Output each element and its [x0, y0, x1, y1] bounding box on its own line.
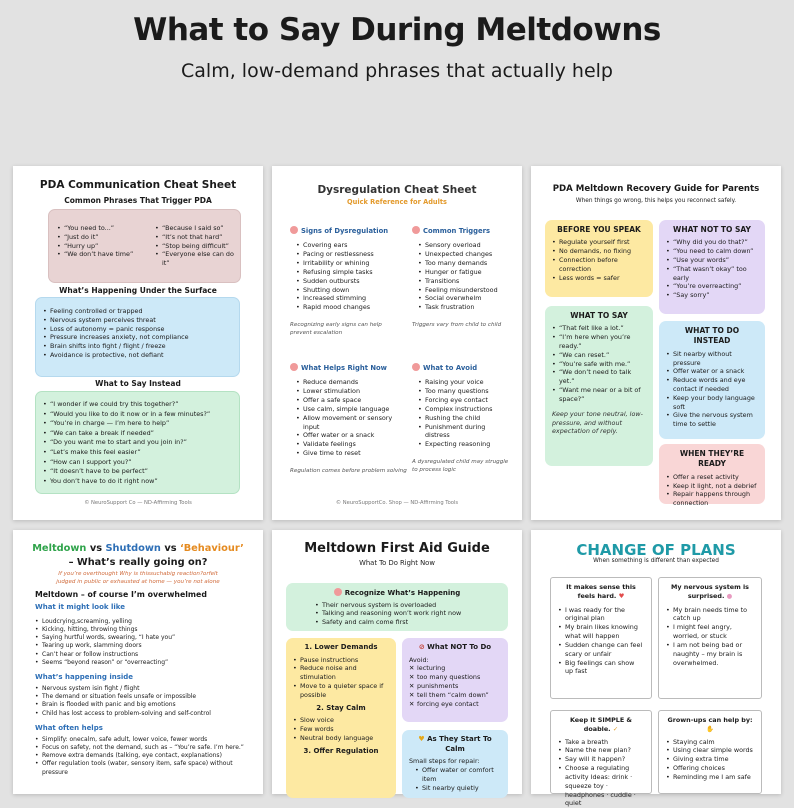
- list-item: • “You need to...”: [57, 224, 147, 233]
- card3-do-list: [666, 350, 758, 429]
- list-item: • “Hurry up”: [57, 242, 147, 251]
- list-item: • Nervous system isin fight / flight: [35, 685, 255, 693]
- list-item: • Too many demands: [418, 259, 512, 268]
- card3-say-list: [552, 324, 646, 403]
- card-first-aid: [272, 530, 522, 794]
- list-item: • Increased stimming: [296, 294, 405, 303]
- list-item: • Repair happens through connection: [666, 490, 758, 508]
- list-item: • “Because I said so”: [155, 224, 243, 233]
- list-item: • Rushing the child: [418, 414, 512, 423]
- card6-sense-list: [558, 606, 644, 677]
- card4-note2: judged in public or exhausted at home — you’re not alone: [56, 579, 220, 585]
- list-item: • Give time to reset: [296, 449, 408, 458]
- card2-triggers-note: Triggers vary from child to child: [412, 322, 502, 328]
- list-item: • Keep it light, not a debrief: [666, 482, 758, 491]
- card3-before-title: BEFORE YOU SPEAK: [557, 225, 641, 234]
- card1-triggers-right: [155, 224, 243, 268]
- list-item: • Give the nervous system time to settle: [666, 411, 758, 429]
- list-item: • “Would you like to do it now or in a few minutes?”: [43, 410, 232, 420]
- list-item: • Feeling controlled or trapped: [43, 307, 232, 316]
- list-item: • Say will it happen?: [558, 755, 644, 764]
- list-item: • Choose a regulating activity Ideas: drink · squeeze toy · headphones · cuddle · quiet: [558, 764, 644, 808]
- list-item: • Few words: [293, 725, 389, 734]
- list-item: • Offer water or comfort item: [415, 766, 501, 784]
- list-item: • “That felt like a lot.”: [552, 324, 646, 333]
- list-item: • Connection before correction: [552, 256, 646, 274]
- list-item: ✕ tell them “calm down”: [409, 691, 501, 700]
- card4-inside-title: What’s happening inside: [35, 673, 134, 682]
- list-item: • “We don’t need to talk yet.”: [552, 368, 646, 386]
- list-item: • Seems “beyond reason” or “overreacting”: [35, 659, 255, 667]
- card2-avoid-list: [412, 378, 512, 449]
- list-item: • Sit nearby quietly: [415, 784, 501, 793]
- hand-icon: ✋: [706, 724, 714, 733]
- card4-title-line2: – What’s really going on?: [68, 557, 208, 568]
- list-item: • “Use your words”: [666, 256, 758, 265]
- card3-ready-box: [659, 444, 765, 508]
- list-item: • “Just do it”: [57, 233, 147, 242]
- list-item: • Using clear simple words: [666, 746, 754, 755]
- card6-simple-box: [550, 710, 652, 808]
- list-item: • “It doesn’t have to be perfect”: [43, 467, 232, 477]
- list-item: • Shutting down: [296, 286, 405, 295]
- list-item: • “Say sorry”: [666, 291, 758, 300]
- card2-signs-block: [290, 226, 405, 337]
- card4-title-line1: [13, 542, 263, 556]
- list-item: ✕ forcing eye contact: [409, 700, 501, 709]
- list-item: • Reduce demands: [296, 378, 408, 387]
- brain-icon: [334, 588, 342, 596]
- card6-grown-title: Grown-ups can help by:: [667, 716, 753, 724]
- list-item: • Offer water or a snack: [296, 431, 408, 440]
- list-item: • “Stop being difficult”: [155, 242, 243, 251]
- card1-section1-heading: Common Phrases That Trigger PDA: [64, 196, 212, 205]
- card5-title: Meltdown First Aid Guide: [304, 541, 490, 556]
- list-item: • Use calm, simple language: [296, 405, 408, 414]
- card2-signs-list: [290, 241, 405, 312]
- list-item: • The demand or situation feels unsafe or impossible: [35, 693, 255, 701]
- card-change-of-plans: [531, 530, 781, 808]
- heart-icon: ♥: [618, 591, 625, 600]
- card-pda-communication: [13, 166, 263, 520]
- card5-subtitle: What To Do Right Now: [359, 559, 435, 567]
- list-item: • Offering choices: [666, 764, 754, 773]
- list-item: • Offer a safe space: [296, 396, 408, 405]
- card5-start-box: [402, 730, 508, 798]
- list-item: • Rapid mood changes: [296, 303, 405, 312]
- card-recovery-guide: [531, 166, 781, 520]
- list-item: • No demands, no fixing: [552, 247, 646, 256]
- card1-footer: © NeuroSupport Co — ND-Affirming Tools: [84, 500, 192, 506]
- brain-icon: ●: [726, 591, 733, 600]
- brain-icon: [412, 226, 420, 234]
- brain-icon: [412, 363, 420, 371]
- list-item: • “It’s not that hard”: [155, 233, 243, 242]
- list-item: • Sudden outbursts: [296, 277, 405, 286]
- list-item: • Raising your voice: [418, 378, 512, 387]
- list-item: • Refusing simple tasks: [296, 268, 405, 277]
- card3-before-box: [545, 220, 653, 297]
- list-item: • “We can reset.”: [552, 351, 646, 360]
- card1-instead-list: [43, 400, 232, 486]
- list-item: • Loudcrying,screaming, yelling: [35, 618, 255, 626]
- list-item: • Remove extra demands (talking, eye contact, explanations): [35, 752, 255, 760]
- card3-not-title: WHAT NOT TO SAY: [673, 225, 751, 234]
- list-item: • Kicking, hitting, throwing things: [35, 626, 255, 634]
- no-icon: ⊘: [418, 643, 428, 651]
- list-item: ✕ punishments: [409, 682, 501, 691]
- list-item: • Pacing or restlessness: [296, 250, 405, 259]
- card2-helps-title: What Helps Right Now: [301, 364, 387, 372]
- card3-say-box: [545, 306, 653, 466]
- card1-surface-box: [35, 297, 240, 377]
- card6-subtitle: When something is different than expected: [593, 558, 719, 564]
- card3-not-list: [666, 238, 758, 300]
- card4-look-title: What it might look like: [35, 603, 125, 611]
- list-item: • “You’re in charge — I’m here to help”: [43, 419, 232, 429]
- list-item: • “You’re safe with me.”: [552, 360, 646, 369]
- list-item: • Brain is flooded with panic and big emotions: [35, 701, 255, 709]
- card1-triggers-left: [57, 224, 147, 259]
- list-item: • “That wasn’t okay” too early: [666, 265, 758, 283]
- list-item: • Sensory overload: [418, 241, 512, 250]
- card4-helps-list: [35, 736, 255, 777]
- card6-simple-title: Keep it SIMPLE & doable.: [569, 716, 633, 733]
- card5-avoid-label: Avoid:: [409, 655, 429, 664]
- list-item: • Reduce words and eye contact if needed: [666, 376, 758, 394]
- card-meltdown-vs-shutdown: [13, 530, 263, 794]
- list-item: • Punishment during distress: [418, 423, 512, 441]
- list-item: • Avoidance is protective, not defiant: [43, 351, 232, 360]
- list-item: • Reduce noise and stimulation: [293, 664, 389, 682]
- list-item: • Validate feelings: [296, 440, 408, 449]
- card5-recognize-title: Recognize What’s Happening: [344, 589, 461, 597]
- thumbs-up-icon: ✓: [612, 724, 619, 733]
- list-item: • Lower stimulation: [296, 387, 408, 396]
- list-item: • Child has lost access to problem-solving and self-control: [35, 710, 255, 718]
- list-item: • Reminding me I am safe: [666, 773, 754, 782]
- list-item: • Nervous system perceives threat: [43, 316, 232, 325]
- card4-title-vs2: vs: [160, 543, 180, 554]
- card3-title: PDA Meltdown Recovery Guide for Parents: [552, 184, 760, 194]
- list-item: • Irritability or whining: [296, 259, 405, 268]
- list-item: ✕ too many questions: [409, 673, 501, 682]
- list-item: • Social overwhelm: [418, 294, 512, 303]
- card5-calm-title: 2. Stay Calm: [316, 703, 366, 712]
- card-dysregulation: [272, 166, 522, 520]
- card1-instead-box: [35, 391, 240, 494]
- list-item: • Big feelings can show up fast: [558, 659, 644, 677]
- page-title: What to Say During Meltdowns: [133, 12, 661, 48]
- list-item: • “Do you want me to start and you join in?”: [43, 438, 232, 448]
- card4-title-behaviour: ‘Behaviour’: [179, 543, 244, 554]
- list-item: • Simplify: onecalm, safe adult, lower voice, fewer words: [35, 736, 255, 744]
- list-item: • Brain shifts into fight / flight / freeze: [43, 342, 232, 351]
- list-item: • “Want me near or a bit of space?”: [552, 386, 646, 404]
- list-item: • Their nervous system is overloaded: [315, 601, 501, 610]
- list-item: • “Everyone else can do it”: [155, 250, 243, 268]
- list-item: • Saying hurtful words, swearing, “I hate you”: [35, 634, 255, 642]
- list-item: • “Why did you do that?”: [666, 238, 758, 247]
- brain-icon: [290, 363, 298, 371]
- heart-icon: ♥: [418, 735, 428, 743]
- card2-signs-title: Signs of Dysregulation: [301, 227, 389, 235]
- list-item: • I might feel angry, worried, or stuck: [666, 623, 754, 641]
- list-item: • Giving extra time: [666, 755, 754, 764]
- card3-say-title: WHAT TO SAY: [570, 311, 628, 320]
- card6-nervous-box: [658, 577, 762, 699]
- list-item: • Can’t hear or follow instructions: [35, 651, 255, 659]
- list-item: • My brain likes knowing what will happen: [558, 623, 644, 641]
- card2-avoid-block: [412, 363, 512, 474]
- card2-footer: © NeuroSupportCo. Shop — ND-Affirming Tools: [335, 500, 459, 506]
- list-item: • Keep your body language soft: [666, 394, 758, 412]
- list-item: • Loss of autonomy = panic response: [43, 325, 232, 334]
- list-item: • Feeling misunderstood: [418, 286, 512, 295]
- card6-sense-title: It makes sense this feels hard.: [566, 583, 636, 600]
- card1-section2-heading: What’s Happening Under the Surface: [59, 286, 217, 295]
- list-item: ✕ lecturing: [409, 664, 501, 673]
- list-item: • You don’t have to do it right now”: [43, 477, 232, 487]
- card3-do-title: WHAT TO DO INSTEAD: [684, 326, 740, 346]
- card3-subtitle: When things go wrong, this helps you reconnect safely.: [575, 198, 737, 204]
- list-item: • “You’re overreacting”: [666, 282, 758, 291]
- card6-nervous-title: My nervous system is surprised.: [671, 583, 749, 600]
- list-item: • Staying calm: [666, 738, 754, 747]
- card3-not-box: [659, 220, 765, 314]
- list-item: • Regulate yourself first: [552, 238, 646, 247]
- card2-subtitle: Quick Reference for Adults: [347, 198, 447, 206]
- card1-section3-heading: What to Say Instead: [95, 379, 181, 388]
- list-item: • Tearing up work, slamming doors: [35, 642, 255, 650]
- card3-do-box: [659, 321, 765, 439]
- list-item: • Covering ears: [296, 241, 405, 250]
- card3-say-note: Keep your tone neutral, low-pressure, and without expectation of reply.: [552, 409, 643, 436]
- list-item: • My brain needs time to catch up: [666, 606, 754, 624]
- card4-title-vs1: vs: [86, 543, 106, 554]
- list-item: • Pressure increases anxiety, not compliance: [43, 333, 232, 342]
- card4-look-list: [35, 618, 255, 668]
- card3-ready-list: [666, 473, 758, 508]
- card5-start-intro: Small steps for repair:: [409, 757, 480, 766]
- card2-title: Dysregulation Cheat Sheet: [317, 184, 477, 196]
- card5-recognize-box: [286, 583, 508, 631]
- card6-simple-list: [558, 738, 644, 808]
- list-item: • Safety and calm come first: [315, 618, 501, 627]
- list-item: • “You need to calm down”: [666, 247, 758, 256]
- list-item: • Pause instructions: [293, 656, 389, 665]
- list-item: • Task frustration: [418, 303, 512, 312]
- list-item: • I was ready for the original plan: [558, 606, 644, 624]
- card4-note1: If you’re overthought Why is thissuchabig reaction?orfelt: [58, 571, 218, 577]
- list-item: • Offer water or a snack: [666, 367, 758, 376]
- card6-grown-box: [658, 710, 762, 794]
- card2-avoid-note: A dysregulated child may struggle to process logic: [412, 459, 509, 473]
- list-item: • “We can take a break if needed”: [43, 429, 232, 439]
- card2-helps-block: [290, 363, 408, 476]
- card4-title-shutdown: Shutdown: [105, 543, 161, 554]
- card2-triggers-block: [412, 226, 512, 330]
- card5-lower-list: [293, 656, 389, 700]
- brain-icon: [290, 226, 298, 234]
- card3-before-list: [552, 238, 646, 282]
- list-item: • Hunger or fatigue: [418, 268, 512, 277]
- card5-calm-list: [293, 716, 389, 742]
- list-item: • Expecting reasoning: [418, 440, 512, 449]
- card2-triggers-list: [412, 241, 512, 312]
- list-item: • Neutral body language: [293, 734, 389, 743]
- card4-body: [35, 603, 255, 777]
- card5-not-list: [409, 664, 501, 708]
- card6-title: CHANGE OF PLANS: [576, 541, 736, 559]
- list-item: • I am not being bad or naughty – my brain is overwhelmed.: [666, 641, 754, 667]
- card1-title: PDA Communication Cheat Sheet: [39, 179, 237, 191]
- list-item: • “Let’s make this feel easier”: [43, 448, 232, 458]
- list-item: • Sudden change can feel scary or unfair: [558, 641, 644, 659]
- list-item: • Take a breath: [558, 738, 644, 747]
- card1-triggers-box: [48, 209, 241, 283]
- list-item: • “How can I support you?”: [43, 458, 232, 468]
- card6-grown-list: [666, 738, 754, 782]
- list-item: • Offer a reset activity: [666, 473, 758, 482]
- list-item: • “We don’t have time”: [57, 250, 147, 259]
- card6-sense-box: [550, 577, 652, 699]
- card5-not-box: [402, 638, 508, 722]
- card5-recognize-list: [293, 601, 501, 627]
- list-item: • Offer regulation tools (water, sensory item, safe space) without pressure: [35, 760, 255, 777]
- card2-signs-note: Recognizing early signs can help prevent escalation: [290, 322, 382, 336]
- card5-start-list: [409, 766, 501, 792]
- list-item: • Too many questions: [418, 387, 512, 396]
- list-item: • Transitions: [418, 277, 512, 286]
- list-item: • Slow voice: [293, 716, 389, 725]
- list-item: • “I’m here when you’re ready.”: [552, 333, 646, 351]
- list-item: • Talking and reasoning won’t work right now: [315, 609, 501, 618]
- card5-not-title: What NOT To Do: [427, 643, 492, 651]
- card2-triggers-title: Common Triggers: [423, 227, 491, 235]
- card3-ready-title: WHEN THEY’RE READY: [679, 449, 745, 469]
- card4-helps-title: What often helps: [35, 723, 103, 732]
- list-item: • Forcing eye contact: [418, 396, 512, 405]
- card1-surface-list: [43, 307, 232, 360]
- card6-nervous-list: [666, 606, 754, 668]
- card2-helps-list: [290, 378, 408, 457]
- page-subtitle: Calm, low-demand phrases that actually help: [181, 60, 613, 82]
- list-item: • “I wonder if we could try this together?”: [43, 400, 232, 410]
- card2-helps-note: Regulation comes before problem solving: [290, 467, 407, 474]
- list-item: • Complex instructions: [418, 405, 512, 414]
- card5-steps-box: [286, 638, 396, 798]
- list-item: • Less words = safer: [552, 274, 646, 283]
- list-item: • Unexpected changes: [418, 250, 512, 259]
- list-item: • Sit nearby without pressure: [666, 350, 758, 368]
- list-item: • Name the new plan?: [558, 746, 644, 755]
- card5-start-title: As They Start To Calm: [427, 735, 492, 753]
- card4-heading: Meltdown – of course I’m overwhelmed: [35, 590, 207, 599]
- card5-lower-title: 1. Lower Demands: [304, 643, 378, 651]
- list-item: • Focus on safety, not the demand, such as – “You’re safe. I’m here.”: [35, 744, 255, 752]
- card2-avoid-title: What to Avoid: [423, 364, 478, 372]
- card4-title-meltdown: Meltdown: [32, 543, 87, 554]
- card4-inside-list: [35, 685, 255, 718]
- list-item: • Move to a quieter space if possible: [293, 682, 389, 700]
- card5-offer-title: 3. Offer Regulation: [303, 746, 379, 755]
- list-item: • Allow movement or sensory input: [296, 414, 408, 432]
